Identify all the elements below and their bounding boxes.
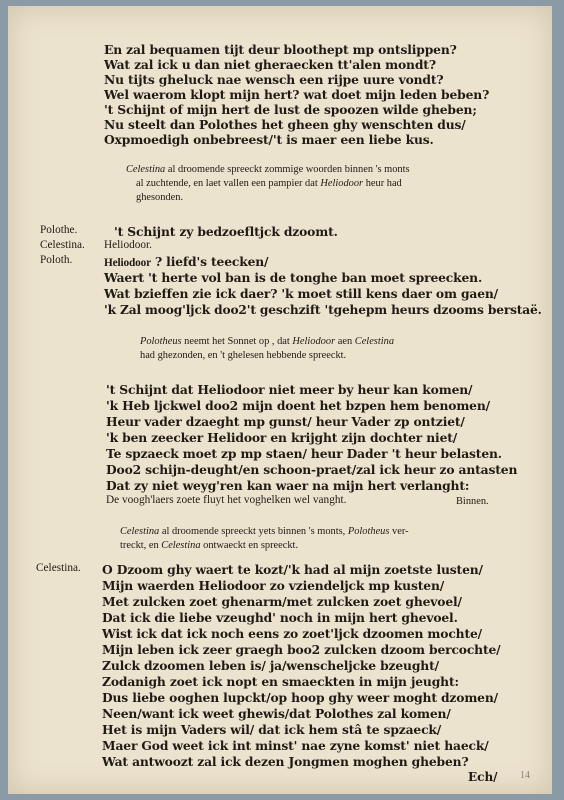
direction-text: al zuchtende, en laet vallen een pampier dat (136, 178, 318, 189)
speaker-label: Polothe. (40, 224, 78, 236)
exit-direction: Binnen. (456, 496, 489, 507)
stage-direction: had ghezonden, en 't ghelesen hebbende spreeckt. (140, 350, 347, 361)
verse-line: De voogh'laers zoete fluyt het voghelken wel vanght. (106, 494, 347, 506)
verse-line: Heliodoor. (104, 239, 153, 251)
verse-line: Waert 't herte vol ban is de tonghe ban moet spreecken. (104, 270, 483, 285)
verse-line: Zulck dzoomen leben is/ ja/wenscheljcke bzeught/ (102, 658, 439, 673)
verse-line: Neen/want ick weet ghewis/dat Polothes zal komen/ (102, 706, 451, 721)
direction-text: ver- (392, 526, 409, 537)
verse-line: Wat antwoozt zal ick dezen Jongmen moghen gheben? (102, 754, 469, 769)
verse-line: Dat ick die liebe vzeughd' noch in mijn hert ghevoel. (102, 610, 458, 625)
verse-line: Wat zal ick u dan niet gheraecken tt'alen mondt? (104, 57, 436, 72)
character-name: Celestina (120, 526, 160, 537)
stage-direction (126, 164, 410, 175)
speaker-label: Poloth. (40, 254, 73, 266)
verse-line: Maer God weet ick int minst' nae zyne komst' niet haeck/ (102, 738, 489, 753)
character-name: Celestina (354, 336, 395, 347)
direction-text: al droomende spreeckt yets binnen 's monts, (161, 526, 346, 537)
speaker-label: Celestina. (40, 239, 85, 251)
verse-text: ? liefd's teecken/ (154, 254, 269, 269)
character-name: Polotheus (347, 526, 390, 537)
verse-line: Doo2 schijn-deught/en schoon-praet/zal ick heur zo antasten (106, 462, 518, 477)
verse-line: Dus liebe ooghen lupckt/op hoop ghy weer moght dzomen/ (102, 690, 498, 705)
verse-line: Wist ick dat ick noch eens zo zoet'ljck dzoomen mochte/ (102, 626, 482, 641)
character-name: Heliodoor (320, 178, 364, 189)
verse-line: Mijn waerden Heliodoor zo vziendeljck mp kusten/ (102, 578, 445, 593)
stage-direction (136, 192, 183, 203)
verse-line: Oxpmoedigh onbebreest/'t is maer een liebe kus. (104, 132, 434, 147)
speaker-label: Celestina. (36, 562, 81, 574)
verse-line: Heur vader dzaeght mp gunst/ heur Vader zp ontziet/ (106, 414, 465, 429)
catchword: Ech/ (468, 770, 498, 784)
direction-text: heur had (365, 178, 402, 189)
verse-line: 't Schijnt dat Heliodoor niet meer by heur kan komen/ (106, 382, 473, 397)
verse-line: 'k Zal moog'ljck doo2't geschzift 'tgehepm heurs dzooms berstaë. (104, 302, 542, 317)
character-name: Celestina (126, 164, 166, 175)
stage-direction (120, 526, 409, 537)
character-name: Celestina (161, 540, 201, 551)
sheet-number: 14 (520, 770, 530, 781)
stage-direction (140, 336, 394, 347)
verse-line (104, 254, 268, 269)
verse-line: 'k ben zeecker Helidoor en krijght zijn dochter niet/ (106, 430, 458, 445)
verse-line: Met zulcken zoet ghenarm/met zulcken zoet ghevoel/ (102, 594, 462, 609)
verse-line: 'k Heb ljckwel doo2 mijn doent het bzpen hem benomen/ (106, 398, 490, 413)
book-page (8, 6, 552, 794)
character-name: Polotheus (140, 336, 182, 347)
verse-line: Mijn leben ick zeer graegh boo2 zulcken dzoom bercochte/ (102, 642, 501, 657)
direction-text: al droomende spreeckt zommige woorden binnen 's monts (167, 164, 410, 175)
direction-text: aen (337, 336, 353, 347)
verse-line: Wat bzieffen zie ick daer? 'k moet still kens daer om gaen/ (104, 286, 499, 301)
verse-line: 't Schijnt zy bedzoefltjck dzoomt. (114, 224, 338, 239)
verse-line: 't Schijnt of mijn hert de lust de spoozen wilde gheben; (104, 102, 477, 117)
stage-direction (136, 178, 402, 189)
verse-line: Nu steelt dan Polothes het gheen ghy wenschten dus/ (104, 117, 466, 132)
verse-line: Dat zy niet weyg'ren kan waer na mijn hert verlanght: (106, 478, 470, 493)
direction-text: ghesonden. (136, 192, 184, 203)
verse-line: Het is mijn Vaders wil/ dat ick hem stâ te spzaeck/ (102, 722, 442, 737)
verse-line: Nu tijts gheluck nae wensch een rijpe uure vondt? (104, 72, 444, 87)
verse-line: En zal bequamen tijt deur bloothept mp ontslippen? (104, 42, 457, 57)
direction-text: treckt, en (120, 540, 159, 551)
verse-line: Wel waerom klopt mijn hert? wat doet mijn leden beben? (104, 87, 490, 102)
verse-line: Te spzaeck moet zp mp staen/ heur Dader 't heur belasten. (106, 446, 502, 461)
direction-text: ontwaeckt en spreeckt. (203, 540, 299, 551)
stage-direction (120, 540, 298, 551)
verse-line: Zodanigh zoet ick nopt en smaeckten in mijn jeught: (102, 674, 459, 689)
character-name: Heliodoor (104, 257, 151, 269)
direction-text: neemt het Sonnet op , dat (184, 336, 290, 347)
character-name: Heliodoor (292, 336, 336, 347)
verse-line: O Dzoom ghy waert te kozt/'k had al mijn zoetste lusten/ (102, 562, 483, 577)
